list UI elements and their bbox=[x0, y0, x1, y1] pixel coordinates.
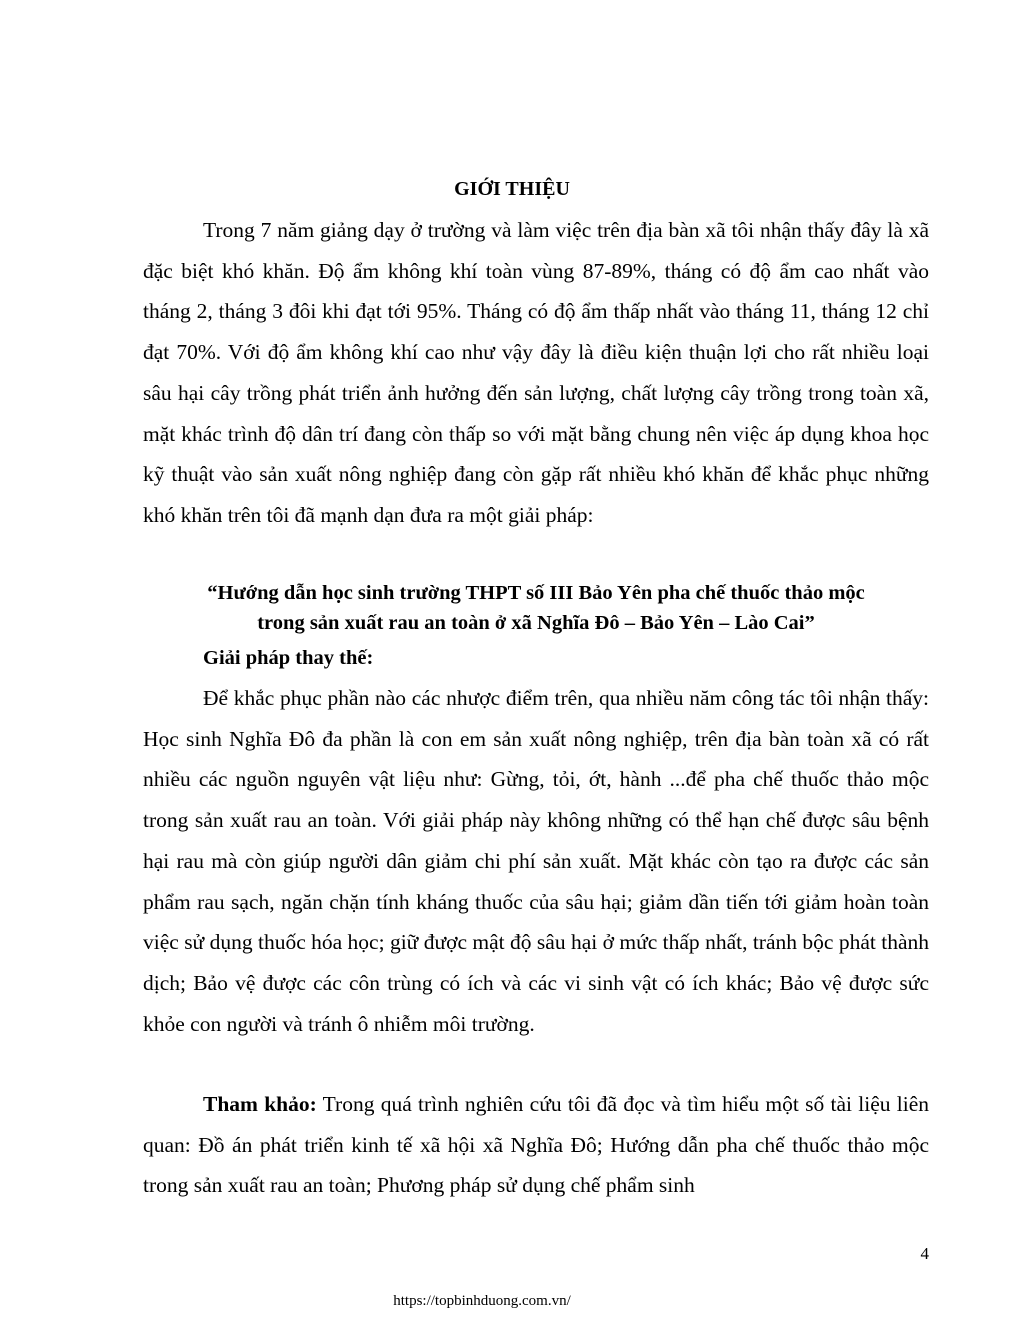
page-number: 4 bbox=[920, 1244, 929, 1263]
alternative-solution-paragraph: Để khắc phục phần nào các nhược điểm trên, qua nhiều năm công tác tôi nhận thấy: Học sinh Nghĩa Đô đa phần là con em sản xuất nông nghiệp, trên địa bàn toàn xã có rất nhiều các nguồn nguyên vật liệu như: Gừng, tỏi, ớt, hành ...để pha chế thuốc thảo mộc trong sản xuất rau an toàn. Với giải pháp này không những có thể hạn chế được sâu bệnh hại rau mà còn giúp người dân giảm chi phí sản xuất. Mặt khác còn tạo ra được các sản phẩm rau sạch, ngăn chặn tính kháng thuốc của sâu hại; giảm dần tiến tới giảm hoàn toàn việc sử dụng thuốc hóa học; giữ được mật độ sâu hại ở mức thấp nhất, tránh bộc phát thành dịch; Bảo vệ được các côn trùng có ích và các vi sinh vật có ích khác; Bảo vệ được sức khỏe con người và tránh ô nhiễm môi trường. bbox=[143, 686, 929, 1036]
solution-title-line-1: “Hướng dẫn học sinh trường THPT số III Bảo Yên pha chế thuốc thảo mộc bbox=[207, 582, 865, 604]
section-title: GIỚI THIỆU bbox=[454, 178, 570, 200]
reference-paragraph bbox=[143, 1084, 929, 1206]
intro-paragraph: Trong 7 năm giảng dạy ở trường và làm việc trên địa bàn xã tôi nhận thấy đây là xã đặc biệt khó khăn. Độ ẩm không khí toàn vùng 87-89%, tháng có độ ẩm cao nhất vào tháng 2, tháng 3 đôi khi đạt tới 95%. Tháng có độ ẩm thấp nhất vào tháng 11, tháng 12 chỉ đạt 70%. Với độ ẩm không khí cao như vậy đây là điều kiện thuận lợi cho rất nhiều loại sâu hại cây trồng phát triển ảnh hưởng đến sản lượng, chất lượng cây trồng trong toàn xã, mặt khác trình độ dân trí đang còn thấp so với mặt bằng chung nên việc áp dụng khoa học kỹ thuật vào sản xuất nông nghiệp đang còn gặp rất nhiều khó khăn để khắc phục những khó khăn trên tôi đã mạnh dạn đưa ra một giải pháp: bbox=[143, 218, 929, 527]
reference-label: Tham khảo: bbox=[203, 1092, 317, 1116]
footer-url-container bbox=[0, 1290, 1024, 1312]
alternative-solution-heading: Giải pháp thay thế: bbox=[203, 647, 374, 669]
solution-title bbox=[143, 578, 929, 638]
solution-title-line-2: trong sản xuất rau an toàn ở xã Nghĩa Đô – Bảo Yên – Lào Cai” bbox=[257, 612, 815, 634]
footer-url: https://topbinhduong.com.vn/ bbox=[393, 1293, 571, 1309]
reference-text: Trong quá trình nghiên cứu tôi đã đọc và tìm hiểu một số tài liệu liên quan: Đồ án phát triển kinh tế xã hội xã Nghĩa Đô; Hướng dẫn pha chế thuốc thảo mộc trong sản xuất rau an toàn; Phương pháp sử dụng chế phẩm sinh bbox=[143, 1092, 929, 1198]
